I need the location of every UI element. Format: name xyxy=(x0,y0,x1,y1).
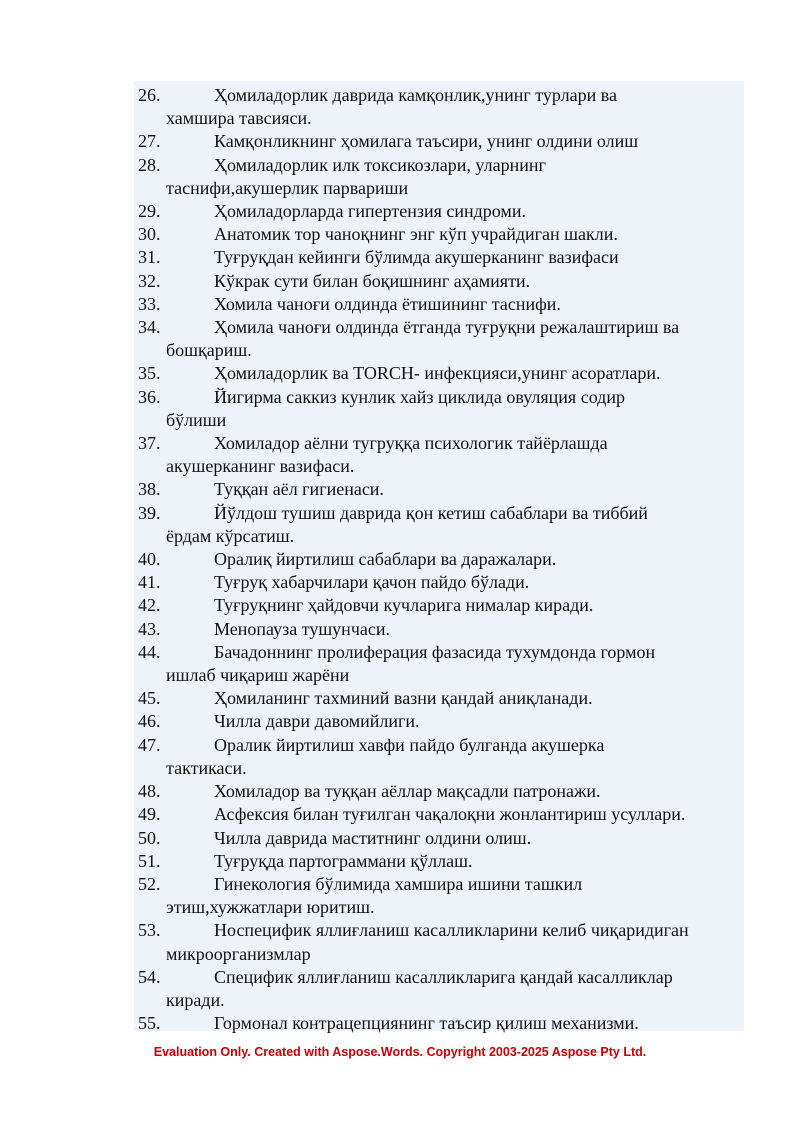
item-text xyxy=(214,803,744,826)
list-item xyxy=(138,270,744,293)
list-item xyxy=(138,548,744,571)
item-text-line: Носпецифик яллиғланиш касалликларини келиб чиқаридиган xyxy=(214,920,689,941)
item-number: 33. xyxy=(138,293,161,314)
item-text xyxy=(214,223,744,246)
item-text-line: Туққан аёл гигиенаси. xyxy=(214,479,384,500)
item-text-continuation: ёрдам кўрсатиш. xyxy=(166,525,295,546)
list-item xyxy=(138,571,744,594)
list-item xyxy=(138,850,744,873)
list-item xyxy=(138,1012,744,1035)
item-text xyxy=(166,84,744,130)
item-text-continuation: киради. xyxy=(166,989,225,1010)
item-text xyxy=(214,246,744,269)
list-item xyxy=(138,223,744,246)
item-number: 40. xyxy=(138,549,161,570)
item-number: 34. xyxy=(138,317,161,338)
item-text-line: Ҳомиланинг тахминий вазни қандай аниқланади. xyxy=(214,688,593,709)
list-item xyxy=(138,478,744,501)
numbered-list xyxy=(134,81,744,1034)
item-text-continuation: акушерканинг вазифаси. xyxy=(166,456,355,477)
item-text xyxy=(166,873,744,919)
list-item xyxy=(138,200,744,223)
item-text xyxy=(214,827,744,850)
item-text-continuation: таснифи,акушерлик парвариши xyxy=(166,177,409,198)
item-number: 53. xyxy=(138,920,161,941)
item-text-line: Гормонал контрацепциянинг таъсир қилиш механизми. xyxy=(214,1013,639,1034)
item-text-continuation: ишлаб чиқариш жарёни xyxy=(166,665,350,686)
item-text-continuation: бўлиши xyxy=(166,409,227,430)
item-text-line: Туғруқдан кейинги бўлимда акушерканинг вазифаси xyxy=(214,247,619,268)
list-item xyxy=(138,386,744,432)
item-text-line: Ҳомиладорлик даврида камқонлик,унинг турлари ва xyxy=(214,85,617,105)
item-text-line: Анатомик тор чаноқнинг энг кўп учрайдиган шакли. xyxy=(214,224,618,245)
item-number: 38. xyxy=(138,479,161,500)
item-number: 55. xyxy=(138,1013,161,1034)
item-text-continuation: тактикаси. xyxy=(166,757,247,778)
item-number: 29. xyxy=(138,201,161,222)
list-item xyxy=(138,502,744,548)
item-text xyxy=(214,618,744,641)
item-text xyxy=(214,200,744,223)
item-text-line: Бачадоннинг пролиферация фазасида тухумдонда гормон xyxy=(214,641,656,662)
item-text xyxy=(166,432,744,478)
list-item xyxy=(138,618,744,641)
list-item xyxy=(138,641,744,687)
list-item xyxy=(138,362,744,385)
item-text-line: Кўкрак сути билан боқишнинг аҳамияти. xyxy=(214,270,531,291)
item-text-line: Туғруқнинг ҳайдовчи кучларига нималар киради. xyxy=(214,595,594,616)
list-item xyxy=(138,154,744,200)
item-number: 32. xyxy=(138,270,161,291)
item-text xyxy=(166,919,744,965)
item-text-line: Туғруқ хабарчилари қачон пайдо бўлади. xyxy=(214,572,530,593)
item-text xyxy=(214,850,744,873)
list-item xyxy=(138,734,744,780)
item-number: 41. xyxy=(138,572,161,593)
item-number: 36. xyxy=(138,386,161,407)
item-text xyxy=(214,130,744,153)
list-item xyxy=(138,316,744,362)
item-text-line: Ҳомиладорлик илк токсикозлари, уларнинг xyxy=(214,154,546,175)
item-text-continuation: хамшира тавсияси. xyxy=(166,108,312,129)
item-text xyxy=(166,966,744,1012)
list-item xyxy=(138,827,744,850)
list-item xyxy=(138,803,744,826)
list-item xyxy=(138,873,744,919)
item-text-line: Йигирма саккиз кунлик хайз циклида овуляция содир xyxy=(214,386,625,407)
item-number: 50. xyxy=(138,827,161,848)
list-item xyxy=(138,246,744,269)
item-text-line: Ҳомиладорларда гипертензия синдроми. xyxy=(214,201,526,222)
item-text-continuation: бошқариш. xyxy=(166,340,252,361)
item-text-line: Оралиқ йиртилиш сабаблари ва даражалари. xyxy=(214,549,557,570)
item-text xyxy=(214,362,744,385)
item-text xyxy=(214,780,744,803)
item-number: 27. xyxy=(138,131,161,152)
item-text-line: Чилла даври давомийлиги. xyxy=(214,711,420,732)
item-text-line: Гинекология бўлимида хамшира ишини ташкил xyxy=(214,873,583,894)
list-item xyxy=(138,293,744,316)
list-item xyxy=(138,780,744,803)
list-item xyxy=(138,687,744,710)
item-number: 39. xyxy=(138,502,161,523)
item-text xyxy=(214,710,744,733)
item-text-line: Хомиладор ва туққан аёллар мақсадли патронажи. xyxy=(214,781,601,802)
list-item xyxy=(138,432,744,478)
item-text-line: Асфексия билан туғилган чақалоқни жонлантириш усуллари. xyxy=(214,804,686,825)
item-number: 45. xyxy=(138,688,161,709)
item-number: 54. xyxy=(138,966,161,987)
item-number: 30. xyxy=(138,224,161,245)
item-text-line: Хомила чаноғи олдинда ётишининг таснифи. xyxy=(214,293,561,314)
item-text xyxy=(166,316,744,362)
list-item xyxy=(138,594,744,617)
item-number: 44. xyxy=(138,641,161,662)
item-number: 47. xyxy=(138,734,161,755)
evaluation-watermark: Evaluation Only. Created with Aspose.Words. Copyright 2003-2025 Aspose Pty Ltd. xyxy=(153,1045,647,1059)
item-number: 43. xyxy=(138,618,161,639)
item-number: 28. xyxy=(138,154,161,175)
item-text xyxy=(214,293,744,316)
item-number: 35. xyxy=(138,363,161,384)
list-item xyxy=(138,710,744,733)
item-text xyxy=(214,270,744,293)
item-number: 26. xyxy=(138,85,161,105)
item-text-line: Хомиладор аёлни тугруққа психологик тайёрлашда xyxy=(214,433,608,454)
item-text-continuation: этиш,хужжатлари юритиш. xyxy=(166,897,375,918)
item-text-line: Специфик яллиғланиш касалликларига қандай касалликлар xyxy=(214,966,673,987)
item-number: 42. xyxy=(138,595,161,616)
item-text xyxy=(214,594,744,617)
item-number: 46. xyxy=(138,711,161,732)
item-text-line: Оралик йиртилиш хавфи пайдо булганда акушерка xyxy=(214,734,605,755)
item-text xyxy=(214,478,744,501)
item-text-line: Ҳомиладорлик ва TORCH- инфекцияси,унинг асоратлари. xyxy=(214,363,661,384)
item-text-line: Туғруқда партограммани қўллаш. xyxy=(214,850,473,871)
item-number: 48. xyxy=(138,781,161,802)
item-text-continuation: микроорганизмлар xyxy=(166,943,311,964)
item-text xyxy=(214,571,744,594)
item-text xyxy=(214,1012,744,1035)
item-text-line: Йўлдош тушиш даврида қон кетиш сабаблари ва тиббий xyxy=(214,502,648,523)
item-text xyxy=(166,386,744,432)
item-text xyxy=(166,154,744,200)
item-number: 52. xyxy=(138,873,161,894)
item-text xyxy=(166,502,744,548)
item-text xyxy=(214,548,744,571)
item-number: 51. xyxy=(138,850,161,871)
list-item xyxy=(138,130,744,153)
item-text-line: Чилла даврида маститнинг олдини олиш. xyxy=(214,827,532,848)
item-number: 37. xyxy=(138,433,161,454)
list-item xyxy=(138,84,744,130)
item-number: 31. xyxy=(138,247,161,268)
item-text xyxy=(166,734,744,780)
item-text-line: Ҳомила чаноғи олдинда ётганда туғруқни режалаштириш ва xyxy=(214,317,680,338)
list-item xyxy=(138,966,744,1012)
item-text xyxy=(214,687,744,710)
list-item xyxy=(138,919,744,965)
item-text-line: Камқонликнинг ҳомилага таъсири, унинг олдини олиш xyxy=(214,131,639,152)
item-text xyxy=(166,641,744,687)
item-number: 49. xyxy=(138,804,161,825)
item-text-line: Менопауза тушунчаси. xyxy=(214,618,390,639)
